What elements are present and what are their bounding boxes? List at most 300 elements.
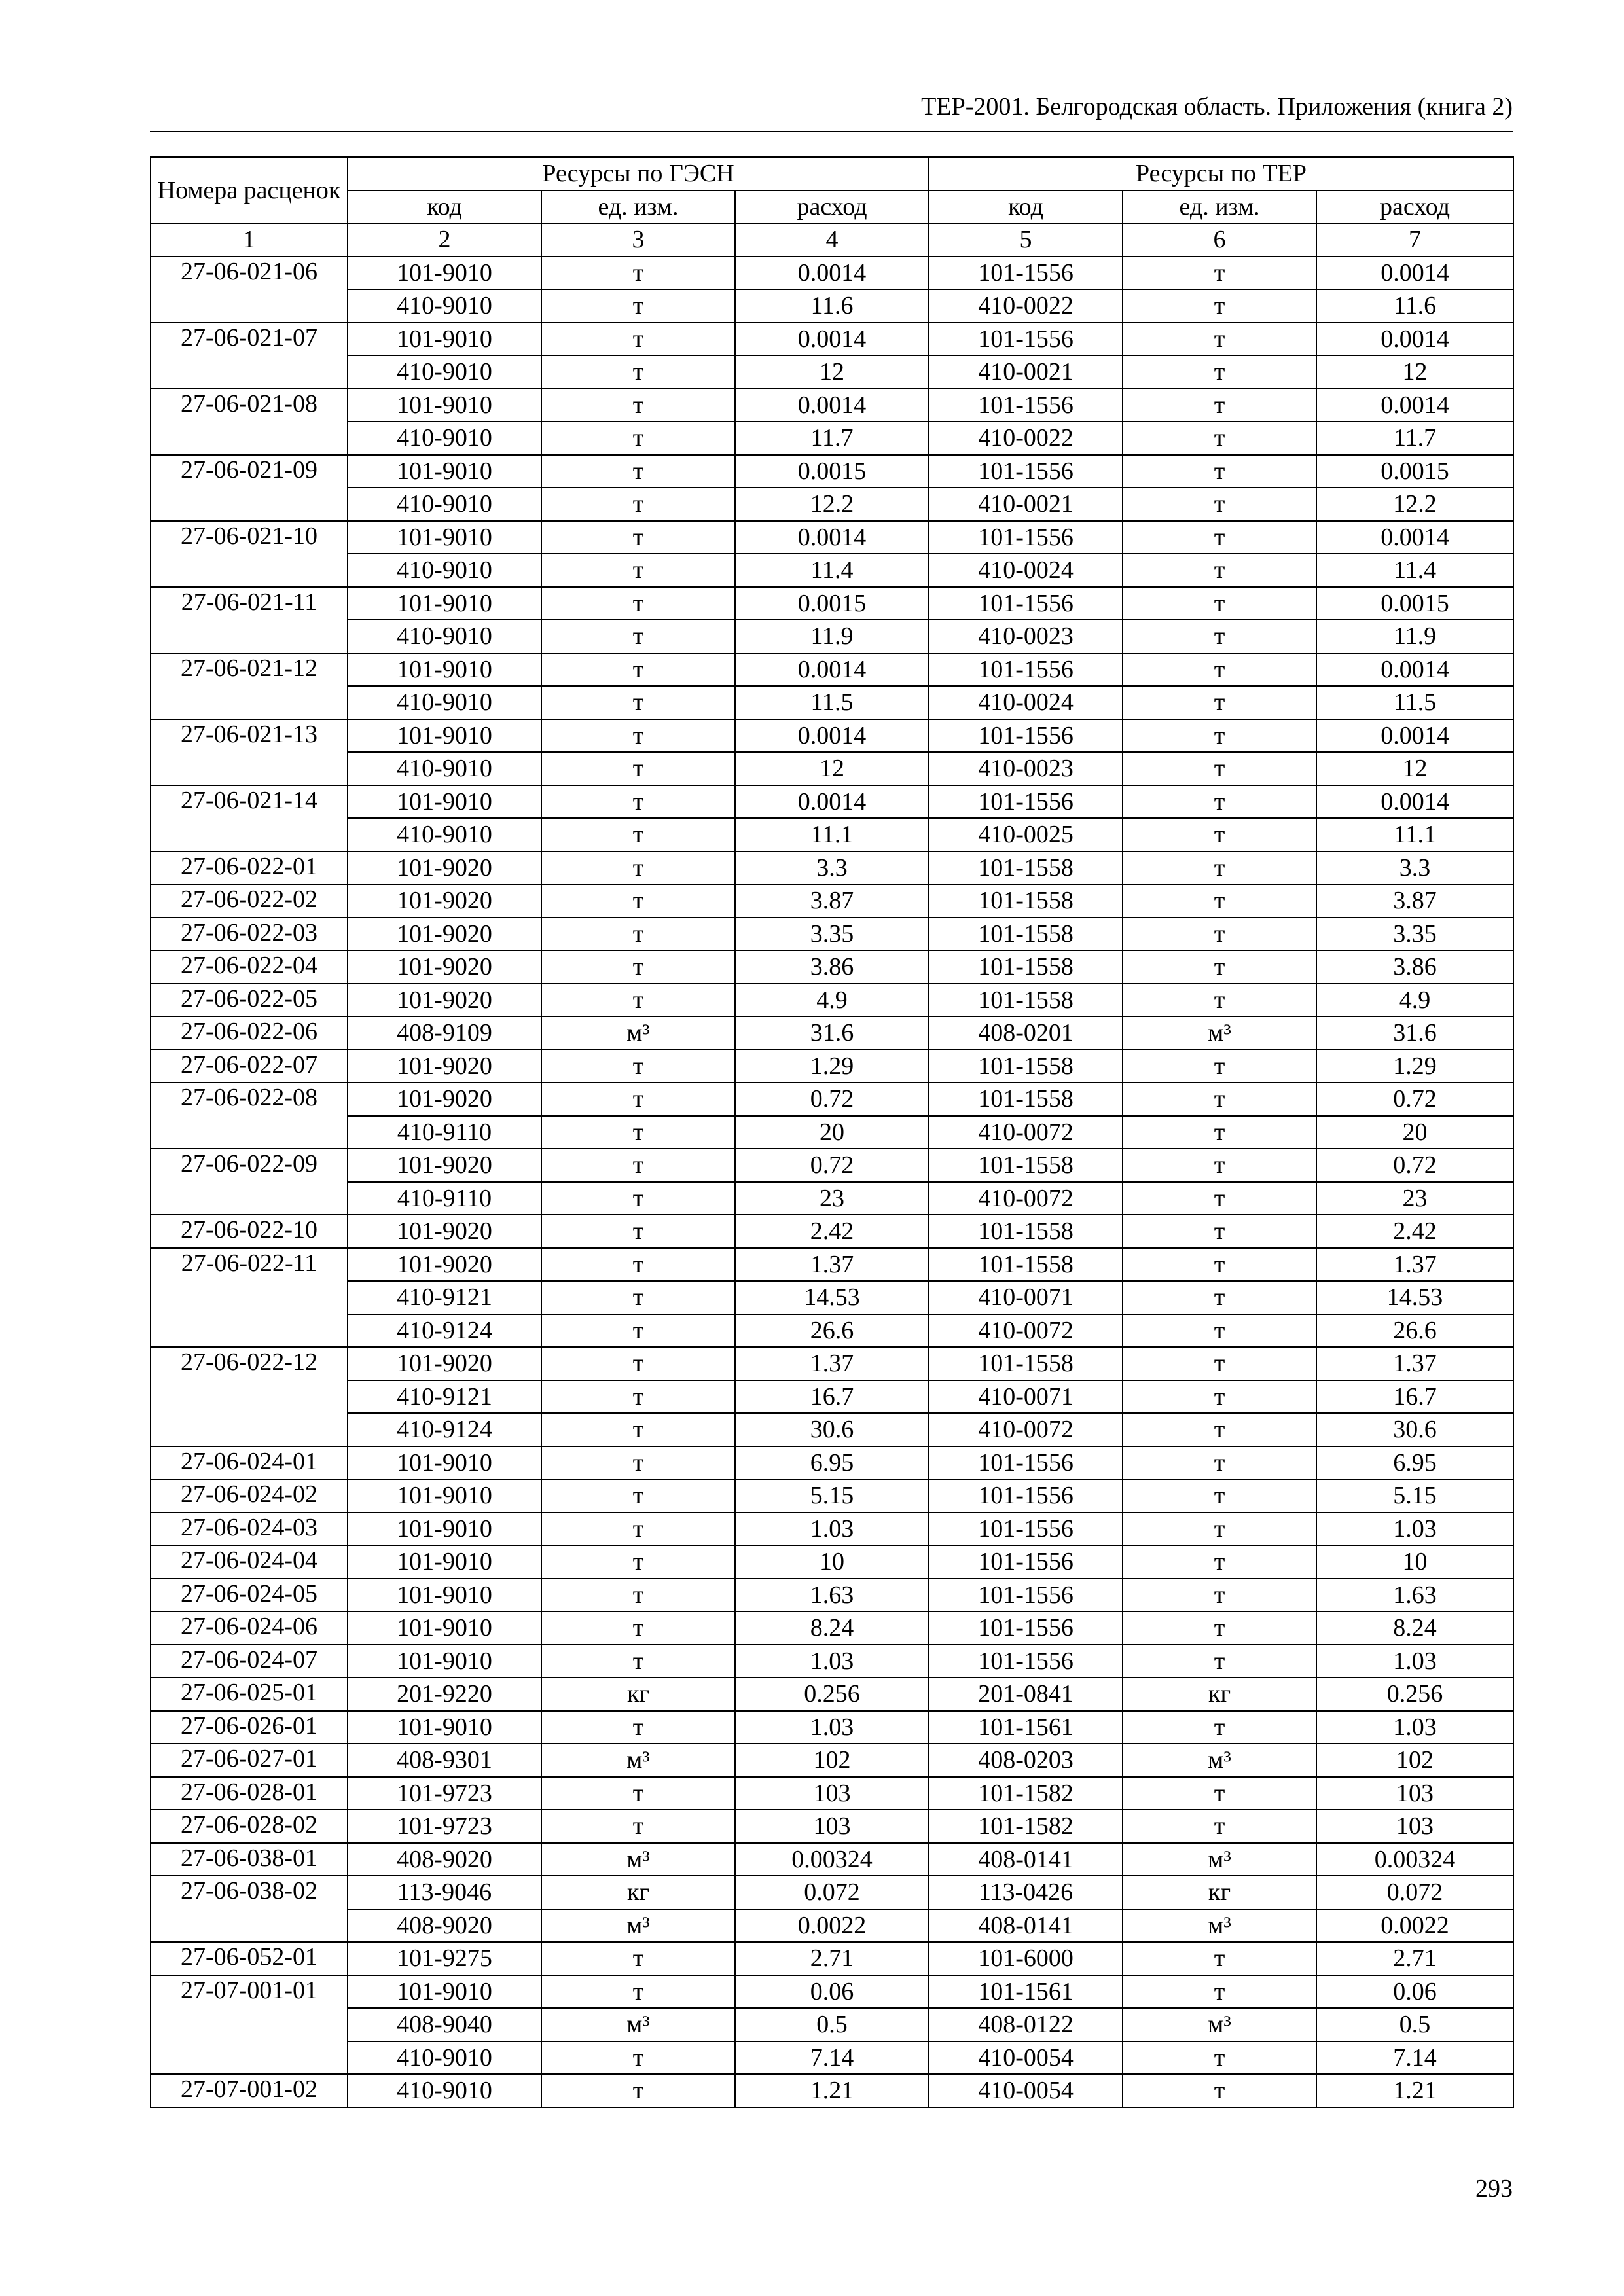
table-row [151,1711,1513,1744]
gesn-unit-cell: т [541,2074,735,2108]
ter-code-cell: 408-0203 [929,1744,1123,1777]
ter-consumption-cell: 0.0014 [1316,719,1513,753]
gesn-unit-cell: т [541,455,735,488]
table-row [151,1446,1513,1480]
rate-number-cell: 27-06-021-09 [151,455,348,521]
ter-unit-cell: т [1123,1611,1316,1645]
gesn-code-cell: 101-9020 [348,1215,541,1248]
rate-number-cell: 27-06-022-06 [151,1016,348,1050]
gesn-code-cell: 410-9010 [348,488,541,521]
gesn-unit-cell: т [541,289,735,323]
col-number: 1 [151,223,348,257]
ter-unit-cell: т [1123,2074,1316,2108]
table-row [151,1347,1513,1380]
table-row [151,1413,1513,1446]
ter-consumption-cell: 11.1 [1316,818,1513,852]
gesn-code-cell: 101-9010 [348,257,541,290]
gesn-consumption-cell: 0.72 [735,1083,929,1116]
col-number: 2 [348,223,541,257]
ter-consumption-cell: 16.7 [1316,1380,1513,1414]
ter-consumption-cell: 1.03 [1316,1711,1513,1744]
gesn-unit-cell: т [541,950,735,984]
ter-code-cell: 410-0071 [929,1281,1123,1314]
rate-number-cell: 27-06-022-04 [151,950,348,984]
gesn-consumption-cell: 1.37 [735,1248,929,1282]
ter-consumption-cell: 8.24 [1316,1611,1513,1645]
ter-code-cell: 101-1556 [929,785,1123,819]
ter-unit-cell: т [1123,719,1316,753]
ter-code-cell: 408-0141 [929,1843,1123,1876]
gesn-code-cell: 408-9301 [348,1744,541,1777]
ter-unit-cell: м³ [1123,1843,1316,1876]
ter-code-cell: 101-1558 [929,1149,1123,1182]
ter-code-cell: 101-1556 [929,521,1123,554]
rate-number-cell: 27-06-024-03 [151,1513,348,1546]
rate-number-cell: 27-06-028-02 [151,1810,348,1843]
ter-consumption-cell: 11.5 [1316,686,1513,719]
table-row [151,719,1513,753]
table-row [151,1380,1513,1414]
gesn-code-cell: 101-9010 [348,1645,541,1678]
gesn-consumption-cell: 0.0015 [735,455,929,488]
ter-code-cell: 101-1556 [929,389,1123,422]
gesn-unit-cell: т [541,1942,735,1975]
gesn-unit-cell: т [541,1810,735,1843]
ter-code-cell: 101-1558 [929,1215,1123,1248]
ter-consumption-cell: 1.29 [1316,1050,1513,1083]
gesn-consumption-cell: 1.37 [735,1347,929,1380]
ter-unit-cell: т [1123,1314,1316,1348]
ter-unit-cell: м³ [1123,1744,1316,1777]
gesn-unit-cell: т [541,1579,735,1612]
gesn-unit-cell: т [541,1545,735,1579]
col-header-gesn-unit: ед. изм. [541,190,735,224]
ter-code-cell: 410-0072 [929,1182,1123,1215]
rate-number-cell: 27-06-021-08 [151,389,348,455]
ter-unit-cell: т [1123,289,1316,323]
gesn-code-cell: 410-9010 [348,2074,541,2108]
ter-consumption-cell: 102 [1316,1744,1513,1777]
ter-consumption-cell: 23 [1316,1182,1513,1215]
ter-code-cell: 101-1556 [929,587,1123,620]
gesn-code-cell: 410-9010 [348,620,541,653]
ter-code-cell: 410-0022 [929,422,1123,455]
ter-consumption-cell: 11.6 [1316,289,1513,323]
ter-code-cell: 101-1556 [929,719,1123,753]
gesn-unit-cell: т [541,918,735,951]
gesn-consumption-cell: 1.29 [735,1050,929,1083]
ter-consumption-cell: 12 [1316,355,1513,389]
rate-number-cell: 27-06-021-14 [151,785,348,852]
ter-consumption-cell: 0.72 [1316,1149,1513,1182]
table-row [151,1050,1513,1083]
gesn-code-cell: 101-9020 [348,1248,541,1282]
gesn-code-cell: 101-9010 [348,323,541,356]
ter-unit-cell: м³ [1123,1909,1316,1943]
ter-code-cell: 101-1558 [929,1083,1123,1116]
ter-consumption-cell: 20 [1316,1116,1513,1149]
ter-code-cell: 410-0025 [929,818,1123,852]
rate-number-cell: 27-06-022-07 [151,1050,348,1083]
gesn-code-cell: 410-9121 [348,1380,541,1414]
table-row [151,1909,1513,1943]
ter-consumption-cell: 31.6 [1316,1016,1513,1050]
table-row [151,1777,1513,1810]
gesn-unit-cell: т [541,984,735,1017]
gesn-code-cell: 410-9010 [348,355,541,389]
gesn-unit-cell: т [541,1446,735,1480]
header-row-numbers [151,223,1513,257]
ter-consumption-cell: 3.87 [1316,884,1513,918]
gesn-unit-cell: т [541,1149,735,1182]
rate-number-cell: 27-06-021-07 [151,323,348,389]
gesn-code-cell: 410-9010 [348,686,541,719]
ter-code-cell: 101-1556 [929,1513,1123,1546]
table-row [151,1016,1513,1050]
col-header-ter-code: код [929,190,1123,224]
table-row [151,1645,1513,1678]
gesn-code-cell: 410-9010 [348,554,541,587]
gesn-consumption-cell: 11.7 [735,422,929,455]
ter-unit-cell: т [1123,1711,1316,1744]
table-row [151,1083,1513,1116]
gesn-code-cell: 101-9010 [348,587,541,620]
gesn-unit-cell: т [541,1281,735,1314]
resources-table [150,156,1514,2108]
ter-consumption-cell: 0.72 [1316,1083,1513,1116]
ter-code-cell: 101-1558 [929,984,1123,1017]
ter-consumption-cell: 3.86 [1316,950,1513,984]
gesn-unit-cell: т [541,422,735,455]
table-row [151,686,1513,719]
gesn-consumption-cell: 102 [735,1744,929,1777]
rate-number-cell: 27-06-021-13 [151,719,348,785]
gesn-unit-cell: т [541,1314,735,1348]
gesn-consumption-cell: 0.0014 [735,785,929,819]
gesn-code-cell: 101-9010 [348,719,541,753]
ter-code-cell: 410-0054 [929,2074,1123,2108]
gesn-unit-cell: кг [541,1677,735,1711]
ter-code-cell: 101-1556 [929,1479,1123,1513]
gesn-consumption-cell: 7.14 [735,2041,929,2075]
table-row [151,389,1513,422]
ter-consumption-cell: 0.0014 [1316,521,1513,554]
ter-unit-cell: т [1123,1050,1316,1083]
ter-code-cell: 410-0072 [929,1413,1123,1446]
gesn-code-cell: 101-9010 [348,1975,541,2009]
rate-number-cell: 27-06-038-02 [151,1876,348,1942]
ter-code-cell: 408-0141 [929,1909,1123,1943]
gesn-code-cell: 101-9020 [348,1347,541,1380]
gesn-consumption-cell: 1.21 [735,2074,929,2108]
table-row [151,455,1513,488]
ter-unit-cell: т [1123,1942,1316,1975]
rate-number-cell: 27-06-028-01 [151,1777,348,1810]
ter-consumption-cell: 6.95 [1316,1446,1513,1480]
gesn-code-cell: 101-9010 [348,653,541,687]
gesn-code-cell: 101-9010 [348,1545,541,1579]
rate-number-cell: 27-06-022-05 [151,984,348,1017]
ter-consumption-cell: 14.53 [1316,1281,1513,1314]
ter-unit-cell: т [1123,1182,1316,1215]
gesn-code-cell: 101-9020 [348,884,541,918]
table-row [151,620,1513,653]
gesn-code-cell: 101-9010 [348,1479,541,1513]
table-row [151,289,1513,323]
table-row [151,1942,1513,1975]
gesn-unit-cell: т [541,1215,735,1248]
gesn-unit-cell: т [541,752,735,785]
table-row [151,653,1513,687]
ter-unit-cell: кг [1123,1876,1316,1909]
ter-code-cell: 410-0023 [929,620,1123,653]
table-row [151,587,1513,620]
gesn-consumption-cell: 31.6 [735,1016,929,1050]
gesn-unit-cell: т [541,521,735,554]
gesn-consumption-cell: 20 [735,1116,929,1149]
table-row [151,785,1513,819]
gesn-code-cell: 408-9020 [348,1909,541,1943]
col-header-ter-consumption: расход [1316,190,1513,224]
ter-consumption-cell: 103 [1316,1777,1513,1810]
ter-unit-cell: т [1123,785,1316,819]
gesn-code-cell: 408-9040 [348,2008,541,2041]
table-row [151,1744,1513,1777]
table-row [151,2008,1513,2041]
gesn-consumption-cell: 3.3 [735,852,929,885]
ter-code-cell: 408-0201 [929,1016,1123,1050]
table-row [151,257,1513,290]
ter-code-cell: 101-1582 [929,1810,1123,1843]
ter-consumption-cell: 0.0015 [1316,455,1513,488]
ter-code-cell: 101-1556 [929,257,1123,290]
gesn-code-cell: 101-9020 [348,1149,541,1182]
table-row [151,355,1513,389]
ter-code-cell: 113-0426 [929,1876,1123,1909]
gesn-unit-cell: т [541,1248,735,1282]
gesn-consumption-cell: 0.0014 [735,257,929,290]
gesn-consumption-cell: 0.0014 [735,389,929,422]
gesn-code-cell: 101-9723 [348,1777,541,1810]
ter-code-cell: 410-0022 [929,289,1123,323]
gesn-unit-cell: м³ [541,1909,735,1943]
col-header-gesn-code: код [348,190,541,224]
ter-consumption-cell: 103 [1316,1810,1513,1843]
gesn-consumption-cell: 12 [735,752,929,785]
gesn-unit-cell: т [541,1645,735,1678]
gesn-code-cell: 410-9124 [348,1314,541,1348]
ter-code-cell: 408-0122 [929,2008,1123,2041]
ter-consumption-cell: 10 [1316,1545,1513,1579]
gesn-consumption-cell: 3.86 [735,950,929,984]
table-row [151,521,1513,554]
table-row [151,1215,1513,1248]
ter-code-cell: 101-1556 [929,323,1123,356]
rate-number-cell: 27-06-022-11 [151,1248,348,1348]
gesn-consumption-cell: 0.5 [735,2008,929,2041]
gesn-consumption-cell: 0.06 [735,1975,929,2009]
gesn-unit-cell: т [541,785,735,819]
rate-number-cell: 27-06-022-09 [151,1149,348,1215]
ter-consumption-cell: 11.9 [1316,620,1513,653]
gesn-unit-cell: т [541,257,735,290]
table-row [151,2041,1513,2075]
table-row [151,1182,1513,1215]
gesn-unit-cell: т [541,1611,735,1645]
gesn-consumption-cell: 0.0014 [735,323,929,356]
gesn-unit-cell: т [541,1711,735,1744]
ter-unit-cell: т [1123,918,1316,951]
table-row [151,752,1513,785]
gesn-unit-cell: т [541,1116,735,1149]
gesn-consumption-cell: 8.24 [735,1611,929,1645]
rate-number-cell: 27-06-022-10 [151,1215,348,1248]
gesn-code-cell: 410-9110 [348,1182,541,1215]
gesn-code-cell: 410-9010 [348,2041,541,2075]
gesn-unit-cell: т [541,1347,735,1380]
gesn-code-cell: 101-9020 [348,852,541,885]
ter-consumption-cell: 11.4 [1316,554,1513,587]
gesn-unit-cell: т [541,1777,735,1810]
ter-code-cell: 101-1556 [929,1611,1123,1645]
gesn-unit-cell: т [541,620,735,653]
ter-consumption-cell: 0.0015 [1316,587,1513,620]
ter-unit-cell: т [1123,355,1316,389]
ter-unit-cell: т [1123,1545,1316,1579]
gesn-consumption-cell: 0.0014 [735,719,929,753]
gesn-code-cell: 408-9020 [348,1843,541,1876]
rate-number-cell: 27-06-024-05 [151,1579,348,1612]
gesn-consumption-cell: 2.42 [735,1215,929,1248]
gesn-code-cell: 101-9010 [348,521,541,554]
gesn-consumption-cell: 0.00324 [735,1843,929,1876]
table-row [151,1579,1513,1612]
ter-unit-cell: т [1123,1975,1316,2009]
gesn-unit-cell: кг [541,1876,735,1909]
ter-unit-cell: т [1123,521,1316,554]
gesn-code-cell: 101-9010 [348,1711,541,1744]
ter-code-cell: 101-1558 [929,950,1123,984]
rate-number-cell: 27-06-024-07 [151,1645,348,1678]
ter-consumption-cell: 11.7 [1316,422,1513,455]
gesn-code-cell: 410-9010 [348,818,541,852]
ter-unit-cell: т [1123,587,1316,620]
ter-code-cell: 101-1558 [929,1347,1123,1380]
ter-unit-cell: т [1123,884,1316,918]
gesn-consumption-cell: 11.6 [735,289,929,323]
ter-consumption-cell: 0.06 [1316,1975,1513,2009]
gesn-consumption-cell: 1.63 [735,1579,929,1612]
rate-number-cell: 27-06-025-01 [151,1677,348,1711]
gesn-unit-cell: т [541,1050,735,1083]
gesn-code-cell: 410-9124 [348,1413,541,1446]
ter-consumption-cell: 7.14 [1316,2041,1513,2075]
gesn-unit-cell: т [541,686,735,719]
header-rule [150,131,1513,132]
ter-unit-cell: т [1123,1083,1316,1116]
gesn-code-cell: 101-9020 [348,918,541,951]
rate-number-cell: 27-06-021-12 [151,653,348,719]
table-row [151,1876,1513,1909]
gesn-code-cell: 410-9121 [348,1281,541,1314]
ter-code-cell: 101-1556 [929,1645,1123,1678]
ter-unit-cell: т [1123,1281,1316,1314]
rate-number-cell: 27-06-024-06 [151,1611,348,1645]
rate-number-cell: 27-06-027-01 [151,1744,348,1777]
ter-unit-cell: т [1123,852,1316,885]
gesn-code-cell: 101-9723 [348,1810,541,1843]
ter-unit-cell: т [1123,1380,1316,1414]
table-row [151,554,1513,587]
header-row-groups [151,157,1513,190]
ter-code-cell: 101-1561 [929,1975,1123,2009]
col-number: 7 [1316,223,1513,257]
col-number: 5 [929,223,1123,257]
gesn-unit-cell: т [541,323,735,356]
ter-unit-cell: т [1123,1810,1316,1843]
table-row [151,1479,1513,1513]
ter-code-cell: 101-1556 [929,1579,1123,1612]
ter-code-cell: 101-1556 [929,653,1123,687]
rate-number-cell: 27-06-024-04 [151,1545,348,1579]
table-row [151,1149,1513,1182]
rate-number-cell: 27-06-021-10 [151,521,348,587]
rate-number-cell: 27-06-024-01 [151,1446,348,1480]
table-row [151,1677,1513,1711]
ter-code-cell: 101-1558 [929,1050,1123,1083]
ter-consumption-cell: 0.0022 [1316,1909,1513,1943]
table-row [151,984,1513,1017]
gesn-unit-cell: т [541,1479,735,1513]
gesn-consumption-cell: 10 [735,1545,929,1579]
gesn-consumption-cell: 0.256 [735,1677,929,1711]
col-header-rate-numbers: Номера расценок [151,157,348,223]
rate-number-cell: 27-06-022-08 [151,1083,348,1149]
gesn-unit-cell: т [541,355,735,389]
gesn-code-cell: 101-9020 [348,950,541,984]
rate-number-cell: 27-07-001-01 [151,1975,348,2075]
ter-code-cell: 410-0054 [929,2041,1123,2075]
gesn-unit-cell: т [541,818,735,852]
page-number: 293 [1475,2175,1513,2202]
rate-number-cell: 27-06-022-01 [151,852,348,885]
gesn-unit-cell: т [541,587,735,620]
gesn-consumption-cell: 26.6 [735,1314,929,1348]
gesn-consumption-cell: 3.87 [735,884,929,918]
ter-unit-cell: т [1123,1645,1316,1678]
ter-consumption-cell: 0.0014 [1316,653,1513,687]
rate-number-cell: 27-06-022-03 [151,918,348,951]
ter-consumption-cell: 1.03 [1316,1513,1513,1546]
gesn-unit-cell: т [541,719,735,753]
ter-consumption-cell: 30.6 [1316,1413,1513,1446]
col-header-ter-unit: ед. изм. [1123,190,1316,224]
ter-consumption-cell: 0.0014 [1316,389,1513,422]
gesn-unit-cell: т [541,389,735,422]
gesn-unit-cell: т [541,852,735,885]
table-row [151,918,1513,951]
gesn-consumption-cell: 1.03 [735,1645,929,1678]
rate-number-cell: 27-06-024-02 [151,1479,348,1513]
ter-consumption-cell: 0.072 [1316,1876,1513,1909]
gesn-unit-cell: м³ [541,1843,735,1876]
running-header: ТЕР-2001. Белгородская область. Приложения (книга 2) [921,93,1513,120]
ter-code-cell: 101-1556 [929,1446,1123,1480]
gesn-code-cell: 101-9010 [348,1579,541,1612]
ter-consumption-cell: 0.5 [1316,2008,1513,2041]
header-row-sub [151,190,1513,224]
ter-unit-cell: т [1123,620,1316,653]
